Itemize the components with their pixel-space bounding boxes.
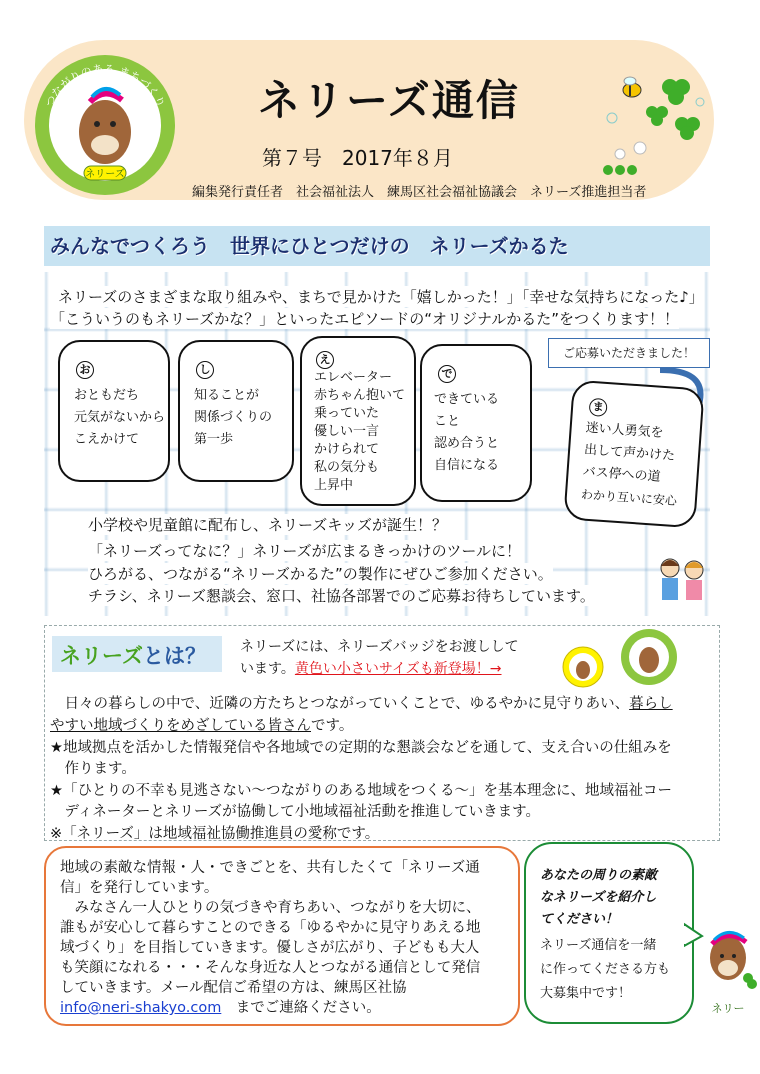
card-line: 迷い人勇気を bbox=[585, 420, 665, 441]
card-line: わかり互いに安心 bbox=[580, 487, 678, 509]
card-line: 関係づくりの bbox=[194, 410, 273, 425]
bottom-line-8 bbox=[60, 996, 381, 1017]
applied-label: ご応募いただきました！ bbox=[548, 338, 710, 368]
neriizu-para-2a: やすい地域づくりをめざしている皆さん bbox=[50, 718, 311, 734]
card-line: 知ることが bbox=[194, 388, 260, 403]
mascot-icon bbox=[700, 918, 758, 1018]
neriizu-para-1b: 暮らし bbox=[629, 696, 673, 712]
karuta-body-line-2: 「ネリーズってなに？」ネリーズが広まるきっかけのツールに！ bbox=[88, 542, 522, 560]
card-line: 赤ちゃん抱いて bbox=[314, 388, 406, 403]
bottom-line-5: 域づくり」を目指していきます。優しさが広がり、子どもも大人 bbox=[60, 940, 480, 956]
bottom-line-3: みなさん一人ひとりの気づきや育ちあい、つながりを大切に、 bbox=[60, 900, 481, 916]
mascot-label: ネリー bbox=[711, 1002, 745, 1015]
karuta-body-line-4: チラシ、ネリーズ懇談会、窓口、社協各部署でのご応募お待ちしています。 bbox=[88, 587, 595, 605]
karuta-body-line-1: 小学校や児童館に配布し、ネリーズキッズが誕生！？ bbox=[88, 516, 447, 534]
card-kana: ま bbox=[589, 398, 608, 417]
logo-sub-text: ネリーズ bbox=[85, 169, 125, 180]
card-line: 上昇中 bbox=[314, 478, 354, 493]
bubble-line-4: ネリーズ通信を一緒 bbox=[540, 938, 657, 953]
card-line: 出して声かけた bbox=[583, 442, 676, 464]
card-line: おともだち bbox=[74, 388, 140, 403]
neriizu-note: ※「ネリーズ」は地域福祉協働推進員の愛称です。 bbox=[50, 826, 380, 842]
small-yellow-badge-icon bbox=[558, 642, 608, 692]
card-kana: お bbox=[76, 361, 94, 379]
bubble-line-2: なネリーズを紹介し bbox=[540, 890, 657, 905]
card-line: 第一歩 bbox=[194, 432, 234, 447]
bubble-line-6: 大募集中です！ bbox=[540, 986, 632, 1001]
karuta-card-o bbox=[58, 340, 170, 482]
issue-date: 第７号 2017年８月 bbox=[262, 146, 453, 170]
card-line: 元気がないから bbox=[74, 410, 166, 425]
neriizu-star-2a: ★「ひとりの不幸も見逃さない〜つながりのある地域をつくる〜」を基本理念に、地域福祉コー bbox=[50, 783, 672, 799]
card-line: 自信になる bbox=[434, 458, 500, 473]
neriizu-star-1b: 作ります。 bbox=[50, 761, 136, 777]
bottom-line-8b: までご連絡ください。 bbox=[221, 1000, 381, 1016]
badge-line-2a: います。 bbox=[240, 661, 295, 677]
bottom-line-6: も笑顔になれる・・・そんな身近な人とつながる通信として発信 bbox=[60, 960, 481, 976]
card-kana: で bbox=[438, 365, 456, 383]
bubble-line-5: に作ってくださる方も bbox=[540, 962, 671, 977]
karuta-card-e bbox=[300, 336, 416, 506]
neriizu-para-1 bbox=[50, 692, 673, 713]
karuta-card-shi bbox=[178, 340, 294, 482]
card-kana: え bbox=[316, 351, 334, 369]
karuta-card-ma bbox=[563, 380, 704, 529]
neriizu-heading bbox=[60, 640, 206, 670]
card-line: かけられて bbox=[314, 442, 380, 457]
badge-line-1: ネリーズには、ネリーズバッジをお渡しして bbox=[240, 639, 519, 655]
newsletter-title: ネリーズ通信 bbox=[258, 76, 520, 125]
neriizu-para-1a: 日々の暮らしの中で、近隣の方たちとつながっていくことで、ゆるやかに見守りあい、 bbox=[50, 696, 630, 712]
karuta-title: みんなでつくろう 世界にひとつだけの ネリーズかるた bbox=[50, 234, 569, 258]
card-line: バス停への道 bbox=[582, 464, 661, 485]
neriizu-heading-name: ネリーズ bbox=[60, 644, 143, 668]
card-line: こえかけて bbox=[74, 432, 140, 447]
karuta-intro-line-1: ネリーズのさまざまな取り組みや、まちで見かけた「嬉しかった！」「幸せな気持ちになった♪」 bbox=[58, 288, 704, 306]
bottom-line-1: 地域の素敵な情報・人・できごとを、共有したくて「ネリーズ通 bbox=[60, 860, 480, 876]
clover-bee-decoration-icon bbox=[590, 62, 710, 182]
card-kana: し bbox=[196, 361, 214, 379]
neriizu-star-2b: ディネーターとネリーズが協働して小地域福祉活動を推進していきます。 bbox=[50, 804, 540, 820]
badge-new-notice: 黄色い小さいサイズも新登場！→ bbox=[294, 661, 502, 677]
green-badge-icon bbox=[618, 626, 680, 688]
card-line: 認め合うと bbox=[434, 436, 500, 451]
card-line: こと bbox=[434, 414, 461, 429]
card-line: 私の気分も bbox=[314, 460, 380, 475]
neriizu-para-2b: です。 bbox=[311, 718, 354, 734]
bubble-line-3: てください！ bbox=[540, 912, 619, 927]
card-line: 乗っていた bbox=[314, 406, 380, 421]
neriizu-star-1a: ★地域拠点を活かした情報発信や各地域での定期的な懇談会などを通して、支え合いの仕組みを bbox=[50, 740, 672, 756]
publisher-line: 編集発行責任者 社会福祉法人 練馬区社会福祉協議会 ネリーズ推進担当者 bbox=[192, 185, 647, 200]
bottom-line-2: 信」を発行しています。 bbox=[60, 880, 219, 896]
email-link[interactable]: info@neri-shakyo.com bbox=[60, 1000, 222, 1016]
neriizu-heading-suffix: とは？ bbox=[142, 644, 206, 668]
children-illustration-icon bbox=[652, 548, 712, 608]
neriizu-logo-icon bbox=[20, 50, 190, 200]
card-line: できている bbox=[434, 392, 500, 407]
karuta-card-de bbox=[420, 344, 532, 502]
card-line: エレベーター bbox=[314, 370, 393, 385]
bottom-line-4: 誰もが安心して暮らすことのできる「ゆるやかに見守りあえる地 bbox=[60, 920, 481, 936]
bottom-line-7: していきます。メール配信ご希望の方は、練馬区社協 bbox=[60, 980, 407, 996]
karuta-body-line-3: ひろがる、つながる“ネリーズかるた”の製作にぜひご参加ください。 bbox=[88, 565, 553, 583]
badge-line-2 bbox=[240, 658, 502, 678]
neriizu-para-2 bbox=[50, 714, 353, 735]
card-line: 優しい一言 bbox=[314, 424, 380, 439]
bubble-line-1: あなたの周りの素敵 bbox=[540, 868, 658, 883]
karuta-intro-line-2: 「こういうのもネリーズかな？」といったエピソードの“オリジナルかるた”をつくります！！ bbox=[50, 310, 680, 328]
logo-arc-text: つながりのある まちづくり bbox=[42, 62, 168, 110]
